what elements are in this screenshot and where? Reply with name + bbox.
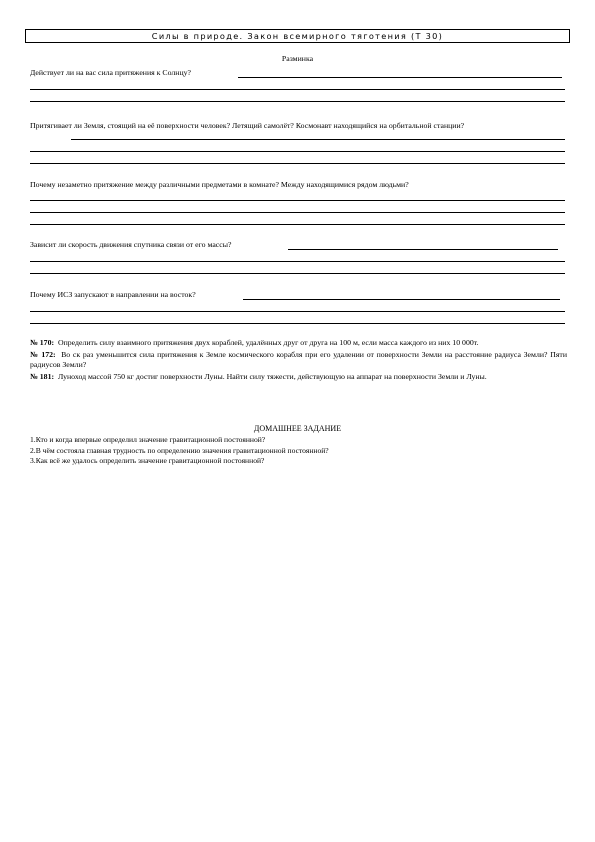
task-text: Определить силу взаимного притяжения двух кораблей, удалённых друг от друга на 100 м, если масса каждого из них 10 000т. <box>57 338 479 347</box>
task-text: Во ск раз уменьшится сила притяжения к Земле космического корабля при его удалении от поверхности Земли на расстояние радиуса Земли? Пяти радиусов Земли? <box>30 349 567 370</box>
task-181 <box>30 372 567 383</box>
question-1: Действует ли на вас сила притяжения к Солнцу? <box>30 68 192 77</box>
homework-item: 3.Как всё же удалось определить значение гравитационной постоянной? <box>30 456 265 466</box>
answer-line <box>30 273 565 274</box>
answer-line <box>288 249 558 250</box>
answer-line <box>71 139 565 140</box>
homework-heading: ДОМАШНЕЕ ЗАДАНИЕ <box>253 424 342 433</box>
answer-line <box>243 299 560 300</box>
answer-line <box>30 200 565 201</box>
task-172 <box>30 350 567 371</box>
question-2: Притягивает ли Земля, стоящий на её поверхности человек? Летящий самолёт? Космонавт находящийся на орбитальной станции? <box>30 121 465 130</box>
title-box <box>25 29 570 43</box>
warmup-heading: Разминка <box>281 54 314 63</box>
question-4: Зависит ли скорость движения спутника связи от его массы? <box>30 240 232 249</box>
answer-line <box>30 101 565 102</box>
answer-line <box>30 261 565 262</box>
tasks-list <box>30 338 567 384</box>
answer-line <box>238 77 562 78</box>
homework-item: 1.Кто и когда впервые определил значение гравитационной постоянной? <box>30 435 266 444</box>
answer-line <box>30 311 565 312</box>
question-3: Почему незаметно притяжение между различными предметами в комнате? Между находящимися рядом людьми? <box>30 180 409 189</box>
homework-list <box>30 435 560 467</box>
answer-line <box>30 212 565 213</box>
task-170 <box>30 338 567 349</box>
task-text: Луноход массой 750 кг достиг поверхности Луны. Найти силу тяжести, действующую на аппарат на поверхности Земли и Луны. <box>57 372 487 382</box>
answer-line <box>30 151 565 152</box>
answer-line <box>30 163 565 164</box>
page-title: Силы в природе. Закон всемирного тяготения (Т 30) <box>151 31 444 41</box>
homework-item: 2.В чём состояла главная трудность по определению значения гравитационной постоянной? <box>30 445 329 455</box>
question-5: Почему ИСЗ запускают в направлении на восток? <box>30 290 196 299</box>
answer-line <box>30 224 565 225</box>
answer-line <box>30 323 565 324</box>
task-number: № 170: <box>30 338 55 347</box>
task-number: № 181: <box>30 372 55 382</box>
answer-line <box>30 89 565 90</box>
task-number: № 172: <box>30 349 56 359</box>
